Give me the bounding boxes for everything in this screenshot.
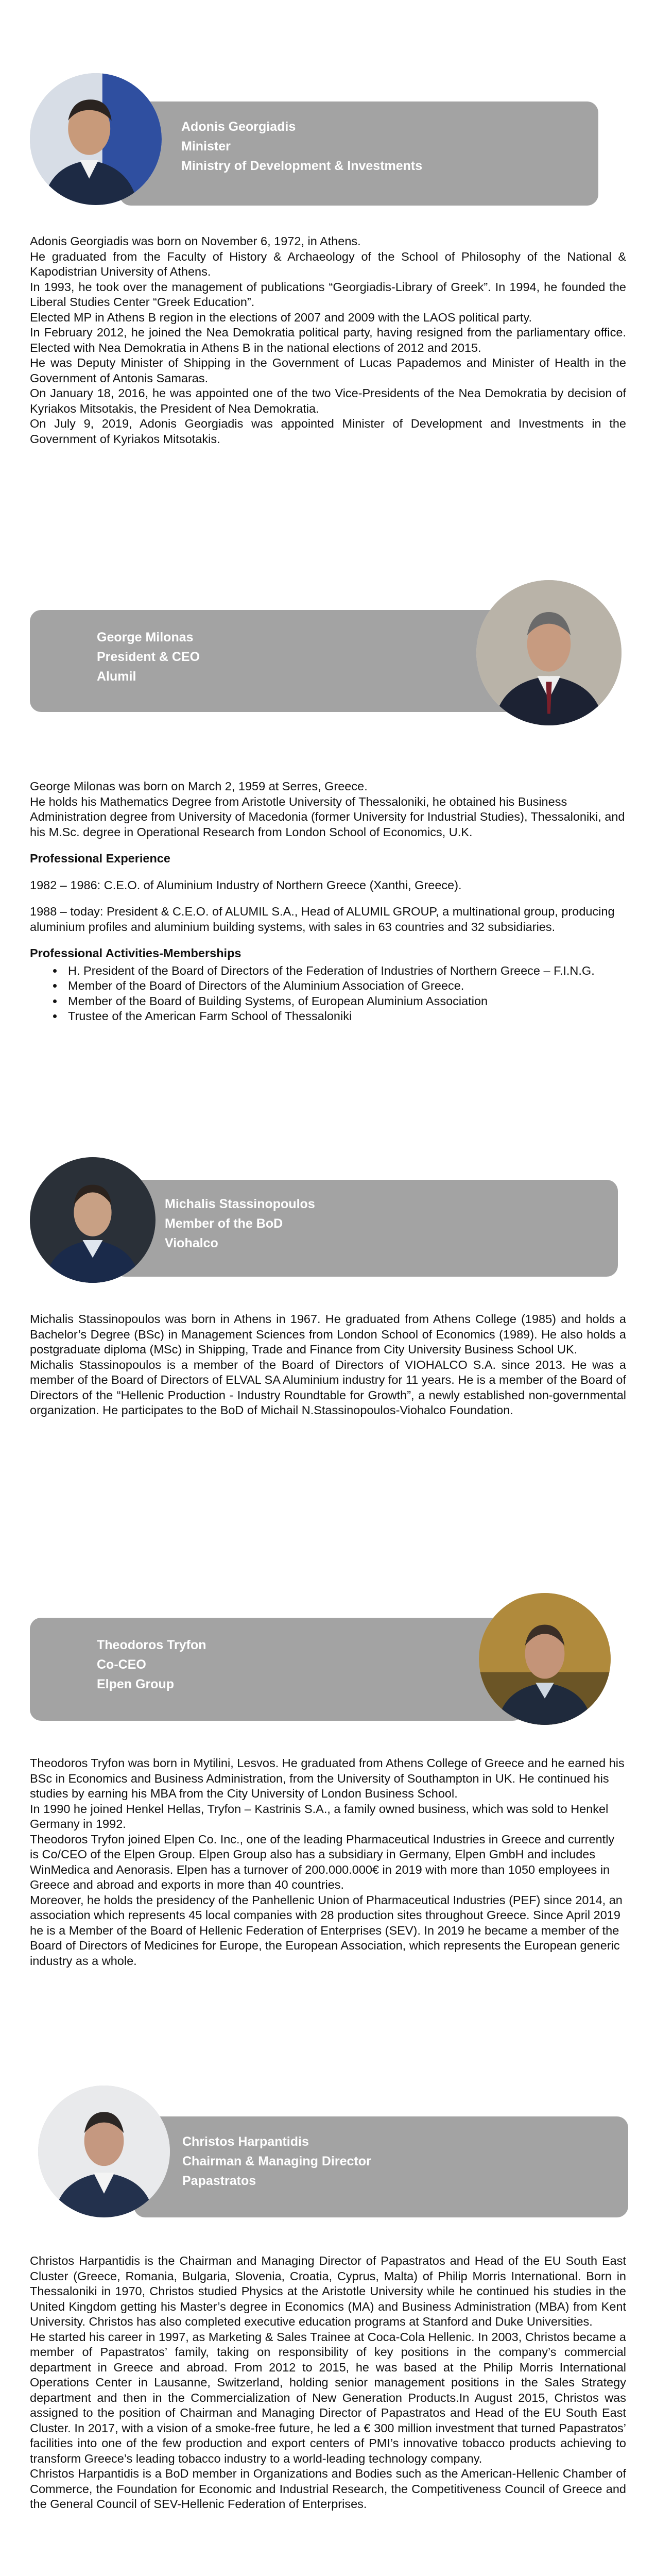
biography-text	[30, 1756, 626, 1969]
person-organization: Papastratos	[182, 2174, 256, 2188]
list-item: • H. President of the Board of Directors of the Federation of Industries of Northern Greece – F.I.N.G.	[64, 963, 626, 979]
person-organization: Ministry of Development & Investments	[181, 159, 423, 173]
bio-paragraph: On July 9, 2019, Adonis Georgiadis was appointed Minister of Development and Investments in the Government of Kyriakos Mitsotakis.	[30, 417, 626, 446]
person-name: Christos Harpantidis	[182, 2134, 309, 2149]
bio-paragraph: He was Deputy Minister of Shipping in the Government of Lucas Papademos and Minister of Health in the Government of Antonis Samaras.	[30, 356, 626, 385]
biography-text	[30, 234, 626, 447]
bio-paragraph: In 1993, he took over the management of publications “Georgiadis-Library of Greek”. In 1994, he founded the Liberal Studies Center “Greek Education”.	[30, 280, 626, 309]
name-banner	[30, 610, 524, 712]
bio-paragraph: He started his career in 1997, as Marketing & Sales Trainee at Coca-Cola Hellenic. In 2003, Christos became a member of Papastratos’ family, taking on responsibility of key positions in the company’s commercial department in Greece and abroad. From 2012 to 2015, he was based at the Philip Morris International Operations Center in Lausanne, Switzerland, holding senior management positions in the Sales Strategy department and then in the Commercialization of New Generation Products.In August 2015, Christos was assigned to the position of Chairman and Managing Director of Papastratos and Head of the EU South East Cluster. In 2017, with a vision of a smoke-free future, he led a € 300 million investment that turned Papastratos’ facilities into one of the few production and export centers of PMI’s innovative tobacco products achieving to transform Greece’s leading tobacco industry to a world-leading technology company.	[30, 2330, 626, 2465]
bio-paragraph: George Milonas was born on March 2, 1959 at Serres, Greece.	[30, 779, 368, 793]
person-role: Minister	[181, 139, 231, 154]
person-role: Co-CEO	[97, 1657, 146, 1672]
person-silhouette-icon	[479, 1593, 611, 1725]
bio-paragraph: Moreover, he holds the presidency of the Panhellenic Union of Pharmaceutical Industries (PEF) since 2014, an association which represents 45 local companies with 28 production sites throughout Greece. Since April 2019 he is a Member of the Board of Hellenic Federation of Enterprises (SEV). In 2019 he became a member of the Board of Directors of Medicines for Europe, the European Association, which represents the European generic industry as a whole.	[30, 1893, 623, 1968]
bio-paragraph: Elected MP in Athens B region in the elections of 2007 and 2009 with the LAOS political party.	[30, 310, 532, 324]
person-role: Member of the BoD	[165, 1216, 283, 1231]
portrait-photo	[30, 73, 162, 205]
list-item: • Member of the Board of Building Systems, of European Aluminium Association	[64, 994, 626, 1009]
list-item: • Member of the Board of Directors of the Aluminium Association of Greece.	[64, 978, 626, 994]
experience-item: 1982 – 1986: C.E.O. of Aluminium Industry of Northern Greece (Xanthi, Greece).	[30, 878, 462, 892]
experience-item: 1988 – today: President & C.E.O. of ALUMIL S.A., Head of ALUMIL GROUP, a multinational group, producing aluminium profiles and aluminium building systems, with sales in 63 countries and 32 subsidiaries.	[30, 905, 615, 934]
name-banner	[30, 1618, 524, 1721]
bio-paragraph: Adonis Georgiadis was born on November 6, 1972, in Athens.	[30, 234, 361, 248]
name-banner	[113, 1180, 618, 1277]
portrait-photo	[30, 1157, 156, 1283]
bio-paragraph: In 1990 he joined Henkel Hellas, Tryfon – Kastrinis S.A., a family owned business, which was sold to Henkel Germany in 1992.	[30, 1802, 609, 1831]
person-role: Chairman & Managing Director	[182, 2154, 371, 2168]
section-heading: Professional Experience	[30, 852, 170, 865]
bio-paragraph: He graduated from the Faculty of History & Archaeology of the School of Philosophy of the National & Kapodistrian University of Athens.	[30, 249, 626, 278]
person-silhouette-icon	[38, 2086, 170, 2217]
biography-text	[30, 1312, 626, 1418]
person-name: George Milonas	[97, 630, 194, 645]
person-name: Adonis Georgiadis	[181, 120, 296, 134]
person-silhouette-icon	[30, 73, 162, 205]
person-silhouette-icon	[30, 1157, 156, 1283]
list-item: • Trustee of the American Farm School of Thessaloniki	[64, 1009, 626, 1024]
bio-paragraph: On January 18, 2016, he was appointed one of the two Vice-Presidents of the Nea Demokratia by decision of Kyriakos Mitsotakis, the President of Nea Demokratia.	[30, 386, 626, 415]
portrait-photo	[479, 1593, 611, 1725]
person-silhouette-icon	[476, 580, 622, 725]
biography-text	[30, 779, 626, 1024]
person-name: Michalis Stassinopoulos	[165, 1197, 315, 1211]
biography-text	[30, 2253, 626, 2512]
person-name: Theodoros Tryfon	[97, 1638, 206, 1652]
person-organization: Alumil	[97, 669, 136, 684]
portrait-photo	[38, 2086, 170, 2217]
bio-paragraph: Michalis Stassinopoulos was born in Athens in 1967. He graduated from Athens College (1985) and holds a Bachelor’s Degree (BSc) in Management Sciences from London School of Economics (1989). He also holds a postgraduate diploma (MSc) in Shipping, Trade and Finance from City University Business School UK.	[30, 1312, 626, 1356]
person-role: President & CEO	[97, 650, 200, 664]
person-organization: Viohalco	[165, 1236, 218, 1250]
bio-paragraph: Christos Harpantidis is a BoD member in Organizations and Bodies such as the American-Hellenic Chamber of Commerce, the Foundation for Economic and Industrial Research, the Competitiveness Council of Greece and the General Council of SEV-Hellenic Federation of Enterprises.	[30, 2467, 626, 2511]
bio-paragraph: He holds his Mathematics Degree from Aristotle University of Thessaloniki, he obtained his Business Administration degree from University of Macedonia (former University for Industrial Studies), Thessaloniki, and his M.Sc. degree in Operational Research from London School of Economics, U.K.	[30, 794, 625, 839]
memberships-list	[30, 963, 626, 1024]
person-organization: Elpen Group	[97, 1677, 174, 1691]
bio-paragraph: Theodoros Tryfon joined Elpen Co. Inc., one of the leading Pharmaceutical Industries in Greece and currently is Co/CEO of the Elpen Group. Elpen Group also has a subsidiary in Germany, Elpen GmbH and includes WinMedica and Aenorasis. Elpen has a turnover of 200.000.000€ in 2019 with more than 1050 employees in Greece and abroad and exports in more than 40 countries.	[30, 1832, 615, 1891]
portrait-photo	[476, 580, 622, 725]
bio-paragraph: Michalis Stassinopoulos is a member of the Board of Directors of VIOHALCO S.A. since 2013. He was a member of the Board of Directors of ELVAL SA Aluminium industry for 11 years. He is a member of the Board of Directors of the “Hellenic Production - Industry Roundtable for Growth”, a newly established non-governmental organization. He participates to the BoD of Michail N.Stassinopoulos-Viohalco Foundation.	[30, 1358, 626, 1417]
section-heading: Professional Activities-Memberships	[30, 946, 241, 960]
name-banner	[134, 2116, 628, 2217]
bio-paragraph: Christos Harpantidis is the Chairman and Managing Director of Papastratos and Head of the EU South East Cluster (Greece, Romania, Bulgaria, Slovenia, Croatia, Cyprus, Malta) of Philip Morris International. Born in Thessaloniki in 1970, Christos studied Physics at the Aristotle University while he continued his studies in the United Kingdom getting his Master’s degree in Economics (MA) and Business Administration (MBA) from Kent University. Christos has also completed executive education programs at Stanford and Duke Universities.	[30, 2254, 626, 2328]
bio-paragraph: Theodoros Tryfon was born in Mytilini, Lesvos. He graduated from Athens College of Greece and he earned his BSc in Economics and Business Administration, from the University of Southampton in UK. He continued his studies by earning his MBA from the City University of London Business School.	[30, 1756, 625, 1800]
name-banner	[119, 101, 598, 206]
bio-paragraph: In February 2012, he joined the Nea Demokratia political party, having resigned from the parliamentary office. Elected with Nea Demokratia in Athens B in the national elections of 2012 and 2015.	[30, 326, 626, 354]
